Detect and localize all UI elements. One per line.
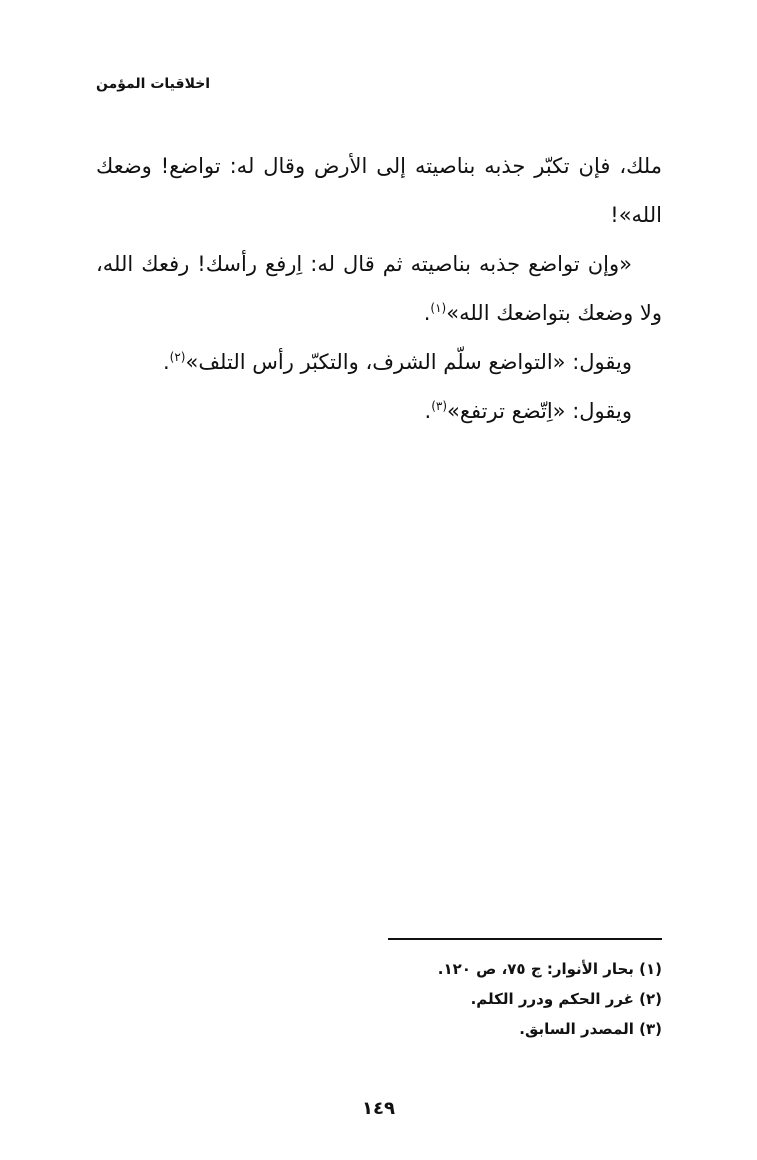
paragraph-2-text: «وإن تواضع جذبه بناصيته ثم قال له: اِرفع رأسك! رفعك الله، ولا وضعك بتواضعك الله» bbox=[96, 252, 662, 325]
paragraph-2-end: . bbox=[423, 301, 431, 325]
footnote-ref-1: (١) bbox=[430, 301, 447, 315]
body-text bbox=[96, 142, 662, 436]
paragraph-3-text: ويقول: «التواضع سلّم الشرف، والتكبّر رأس التلف» bbox=[185, 350, 632, 374]
footnote-1: (١) بحار الأنوار: ج ٧٥، ص ١٢٠. bbox=[437, 960, 662, 978]
footnote-3: (٣) المصدر السابق. bbox=[519, 1020, 662, 1038]
running-header: اخلاقيات المؤمن bbox=[96, 76, 211, 92]
paragraph-2 bbox=[96, 240, 662, 338]
paragraph-1 bbox=[96, 142, 662, 240]
paragraph-3 bbox=[96, 338, 662, 387]
paragraph-4-end: . bbox=[424, 399, 432, 423]
footnote-ref-3: (٣) bbox=[431, 399, 448, 413]
paragraph-4-text: ويقول: «اِتّضع ترتفع» bbox=[447, 399, 632, 423]
footnote-separator bbox=[388, 938, 662, 940]
paragraph-3-end: . bbox=[162, 350, 170, 374]
page-number: ١٤٩ bbox=[362, 1098, 395, 1119]
footnote-2: (٢) غرر الحكم ودرر الكلم. bbox=[470, 990, 662, 1008]
footnotes bbox=[300, 954, 662, 1044]
paragraph-4 bbox=[96, 387, 662, 436]
paragraph-1-text: ملك، فإن تكبّر جذبه بناصيته إلى الأرض وقال له: تواضع! وضعك الله»! bbox=[96, 154, 662, 227]
footnote-ref-2: (٢) bbox=[169, 350, 186, 364]
